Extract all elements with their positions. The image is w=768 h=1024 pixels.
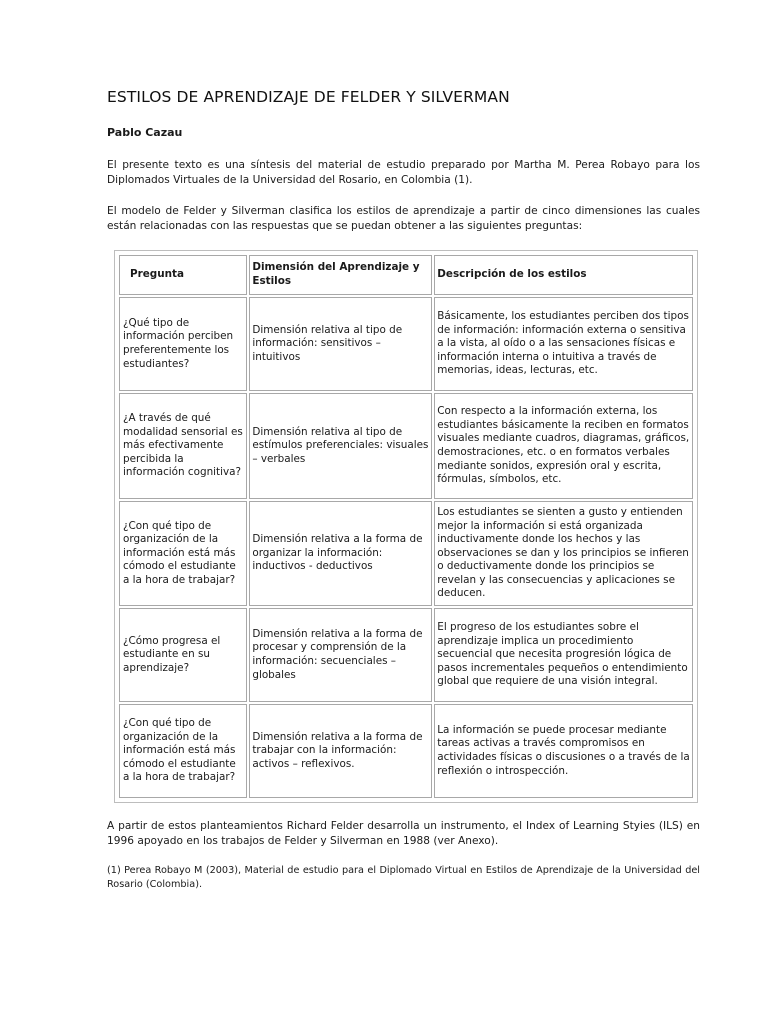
table-row bbox=[119, 704, 693, 798]
cell-dimension: Dimensión relativa al tipo de estímulos preferenciales: visuales – verbales bbox=[249, 393, 432, 499]
cell-pregunta: ¿Con qué tipo de organización de la información está más cómodo el estudiante a la hora de trabajar? bbox=[119, 501, 247, 606]
header-descripcion: Descripción de los estilos bbox=[434, 255, 693, 295]
cell-pregunta: ¿Con qué tipo de organización de la información está más cómodo el estudiante a la hora de trabajar? bbox=[119, 704, 247, 798]
cell-pregunta: ¿Cómo progresa el estudiante en su aprendizaje? bbox=[119, 608, 247, 702]
cell-descripcion: Con respecto a la información externa, los estudiantes básicamente la reciben en formatos visuales mediante cuadros, diagramas, gráficos, demostraciones, etc. o en formatos verbales mediante sonidos, expresión oral y escrita, fórmulas, símbolos, etc. bbox=[434, 393, 693, 499]
styles-table bbox=[117, 253, 695, 800]
header-dimension: Dimensión del Aprendizaje y Estilos bbox=[249, 255, 432, 295]
cell-pregunta: ¿Qué tipo de información perciben preferentemente los estudiantes? bbox=[119, 297, 247, 391]
cell-pregunta: ¿A través de qué modalidad sensorial es más efectivamente percibida la información cognitiva? bbox=[119, 393, 247, 499]
author-name: Pablo Cazau bbox=[107, 126, 183, 139]
intro-paragraph: El presente texto es una síntesis del material de estudio preparado por Martha M. Perea Robayo para los Diplomados Virtuales de la Universidad del Rosario, en Colombia (1). bbox=[107, 159, 700, 186]
cell-dimension: Dimensión relativa a la forma de procesar y comprensión de la información: secuenciales – globales bbox=[249, 608, 432, 702]
model-paragraph: El modelo de Felder y Silverman clasifica los estilos de aprendizaje a partir de cinco dimensiones las cuales están relacionadas con las respuestas que se puedan obtener a las siguientes preguntas: bbox=[107, 205, 700, 232]
styles-table-frame bbox=[114, 250, 698, 803]
cell-dimension: Dimensión relativa al tipo de información: sensitivos – intuitivos bbox=[249, 297, 432, 391]
table-row bbox=[119, 393, 693, 499]
closing-paragraph: A partir de estos planteamientos Richard Felder desarrolla un instrumento, el Index of Learning Styies (ILS) en 1996 apoyado en los trabajos de Felder y Silverman en 1988 (ver Anexo). bbox=[107, 820, 700, 847]
table-row bbox=[119, 608, 693, 702]
cell-descripcion: Básicamente, los estudiantes perciben dos tipos de información: información externa o sensitiva a la vista, al oído o a las sensaciones físicas e información interna o intuitiva a través de memorias, ideas, lecturas, etc. bbox=[434, 297, 693, 391]
table-row bbox=[119, 297, 693, 391]
document-title: ESTILOS DE APRENDIZAJE DE FELDER Y SILVERMAN bbox=[107, 88, 510, 106]
cell-descripcion: Los estudiantes se sienten a gusto y entienden mejor la información si está organizada inductivamente donde los hechos y las observaciones se dan y los principios se infieren o deductivamente donde los principios se revelan y las consecuencias y aplicaciones se deducen. bbox=[434, 501, 693, 606]
cell-descripcion: La información se puede procesar mediante tareas activas a través compromisos en actividades físicas o discusiones o a través de la reflexión o introspección. bbox=[434, 704, 693, 798]
footnote: (1) Perea Robayo M (2003), Material de estudio para el Diplomado Virtual en Estilos de Aprendizaje de la Universidad del Rosario (Colombia). bbox=[107, 865, 700, 890]
header-pregunta: Pregunta bbox=[119, 255, 247, 295]
table-row bbox=[119, 501, 693, 606]
cell-descripcion: El progreso de los estudiantes sobre el aprendizaje implica un procedimiento secuencial que necesita progresión lógica de pasos incrementales pequeños o entendimiento global que requiere de una visión integral. bbox=[434, 608, 693, 702]
table-header-row bbox=[119, 255, 693, 295]
cell-dimension: Dimensión relativa a la forma de trabajar con la información: activos – reflexivos. bbox=[249, 704, 432, 798]
cell-dimension: Dimensión relativa a la forma de organizar la información: inductivos - deductivos bbox=[249, 501, 432, 606]
document-page bbox=[107, 88, 700, 902]
